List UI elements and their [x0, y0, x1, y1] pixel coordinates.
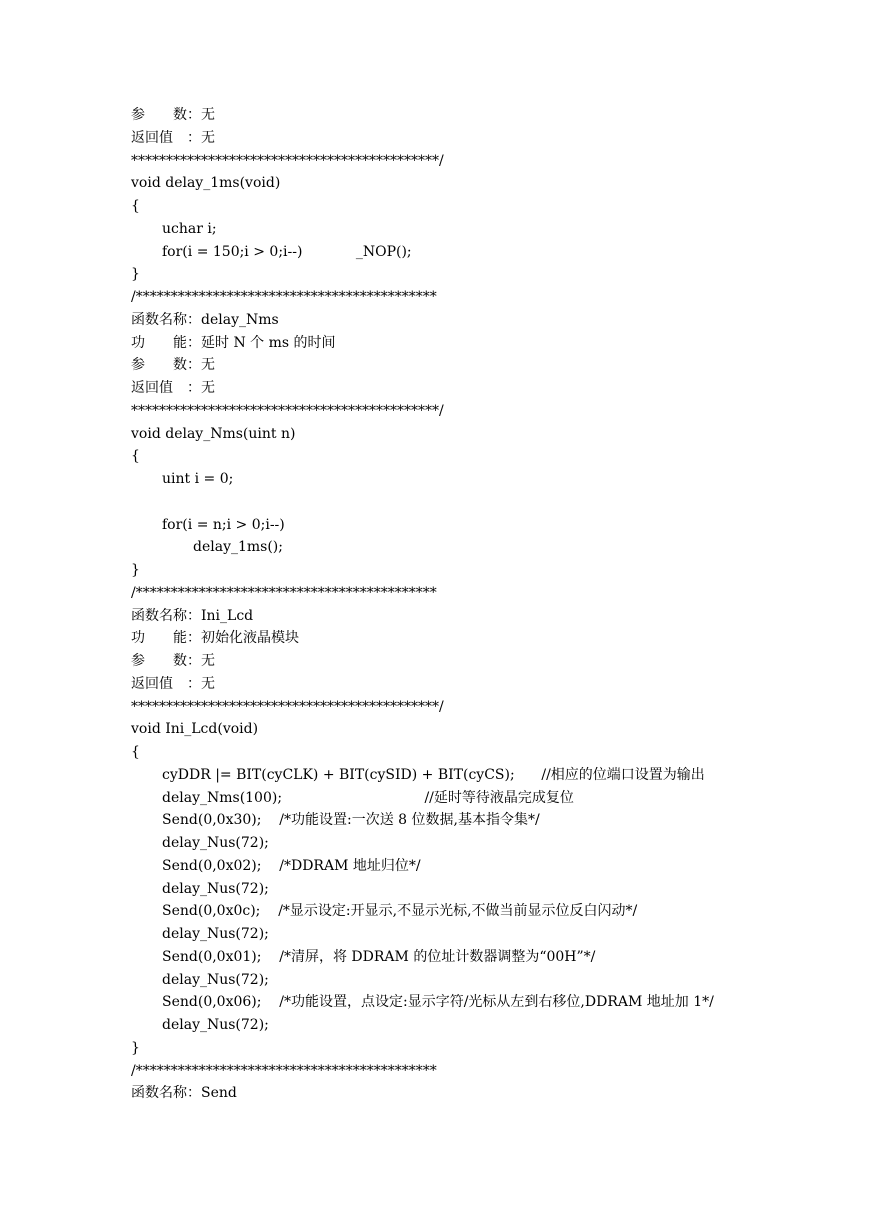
code-line: 函数名称：Send	[131, 1085, 237, 1102]
code-line: for(i = n;i > 0;i--)	[162, 516, 285, 533]
code-line: 功 能：延时 N 个 ms 的时间	[131, 334, 336, 351]
code-line: uchar i;	[162, 220, 217, 237]
code-line: delay_Nus(72);	[162, 1017, 269, 1033]
code-line: delay_Nus(72);	[162, 971, 269, 988]
code-line: void delay_1ms(void)	[131, 175, 281, 192]
code-line: /*******************************************	[131, 289, 437, 305]
code-line: {	[131, 744, 140, 760]
code-line: 返回值 ：无	[131, 380, 215, 396]
code-line: void delay_Nms(uint n)	[131, 425, 296, 442]
code-line: Send(0,0x02); /*DDRAM 地址归位*/	[162, 857, 421, 874]
code-line: cyDDR |= BIT(cyCLK) + BIT(cySID) + BIT(cyCS); //相应的位端口设置为输出	[162, 766, 705, 783]
code-line: delay_Nms(100); //延时等待液晶完成复位	[162, 789, 574, 806]
code-line: Send(0,0x06); /*功能设置，点设定:显示字符/光标从左到右移位,DDRAM 地址加 1*/	[162, 994, 714, 1011]
code-line: ********************************************/	[131, 698, 444, 715]
code-line: 返回值 ：无	[131, 129, 215, 146]
code-line: for(i = 150;i > 0;i--) _NOP();	[162, 243, 412, 260]
code-line: 参 数：无	[131, 107, 215, 123]
code-line: delay_1ms();	[193, 539, 283, 556]
code-line: delay_Nus(72);	[162, 835, 269, 851]
code-line: {	[131, 448, 140, 465]
code-line: Send(0,0x30); /*功能设置:一次送 8 位数据,基本指令集*/	[162, 812, 540, 829]
code-line: Send(0,0x0c); /*显示设定:开显示,不显示光标,不做当前显示位反白闪动*/	[162, 903, 638, 920]
code-line: 函数名称：Ini_Lcd	[131, 607, 254, 624]
code-line: delay_Nus(72);	[162, 880, 269, 897]
code-line: ********************************************/	[131, 402, 444, 419]
code-line: 功 能：初始化液晶模块	[131, 630, 299, 647]
code-line: delay_Nus(72);	[162, 926, 269, 942]
code-line: 返回值 ：无	[131, 675, 215, 692]
code-line: /*******************************************	[131, 584, 437, 601]
code-line: 参 数：无	[131, 357, 215, 374]
code-line: }	[131, 266, 140, 283]
code-line: }	[131, 1039, 140, 1056]
code-line: 函数名称：delay_Nms	[131, 311, 279, 328]
code-line: 参 数：无	[131, 653, 215, 669]
code-line: }	[131, 562, 140, 578]
code-line	[131, 491, 831, 514]
code-line: ********************************************/	[131, 152, 444, 169]
code-listing	[131, 104, 831, 1105]
code-line: {	[131, 198, 140, 214]
code-line: void Ini_Lcd(void)	[131, 721, 259, 738]
code-line: Send(0,0x01); /*清屏，将 DDRAM 的位址计数器调整为“00H”*/	[162, 948, 596, 965]
code-line: /*******************************************	[131, 1062, 437, 1079]
code-line: uint i = 0;	[162, 471, 234, 487]
